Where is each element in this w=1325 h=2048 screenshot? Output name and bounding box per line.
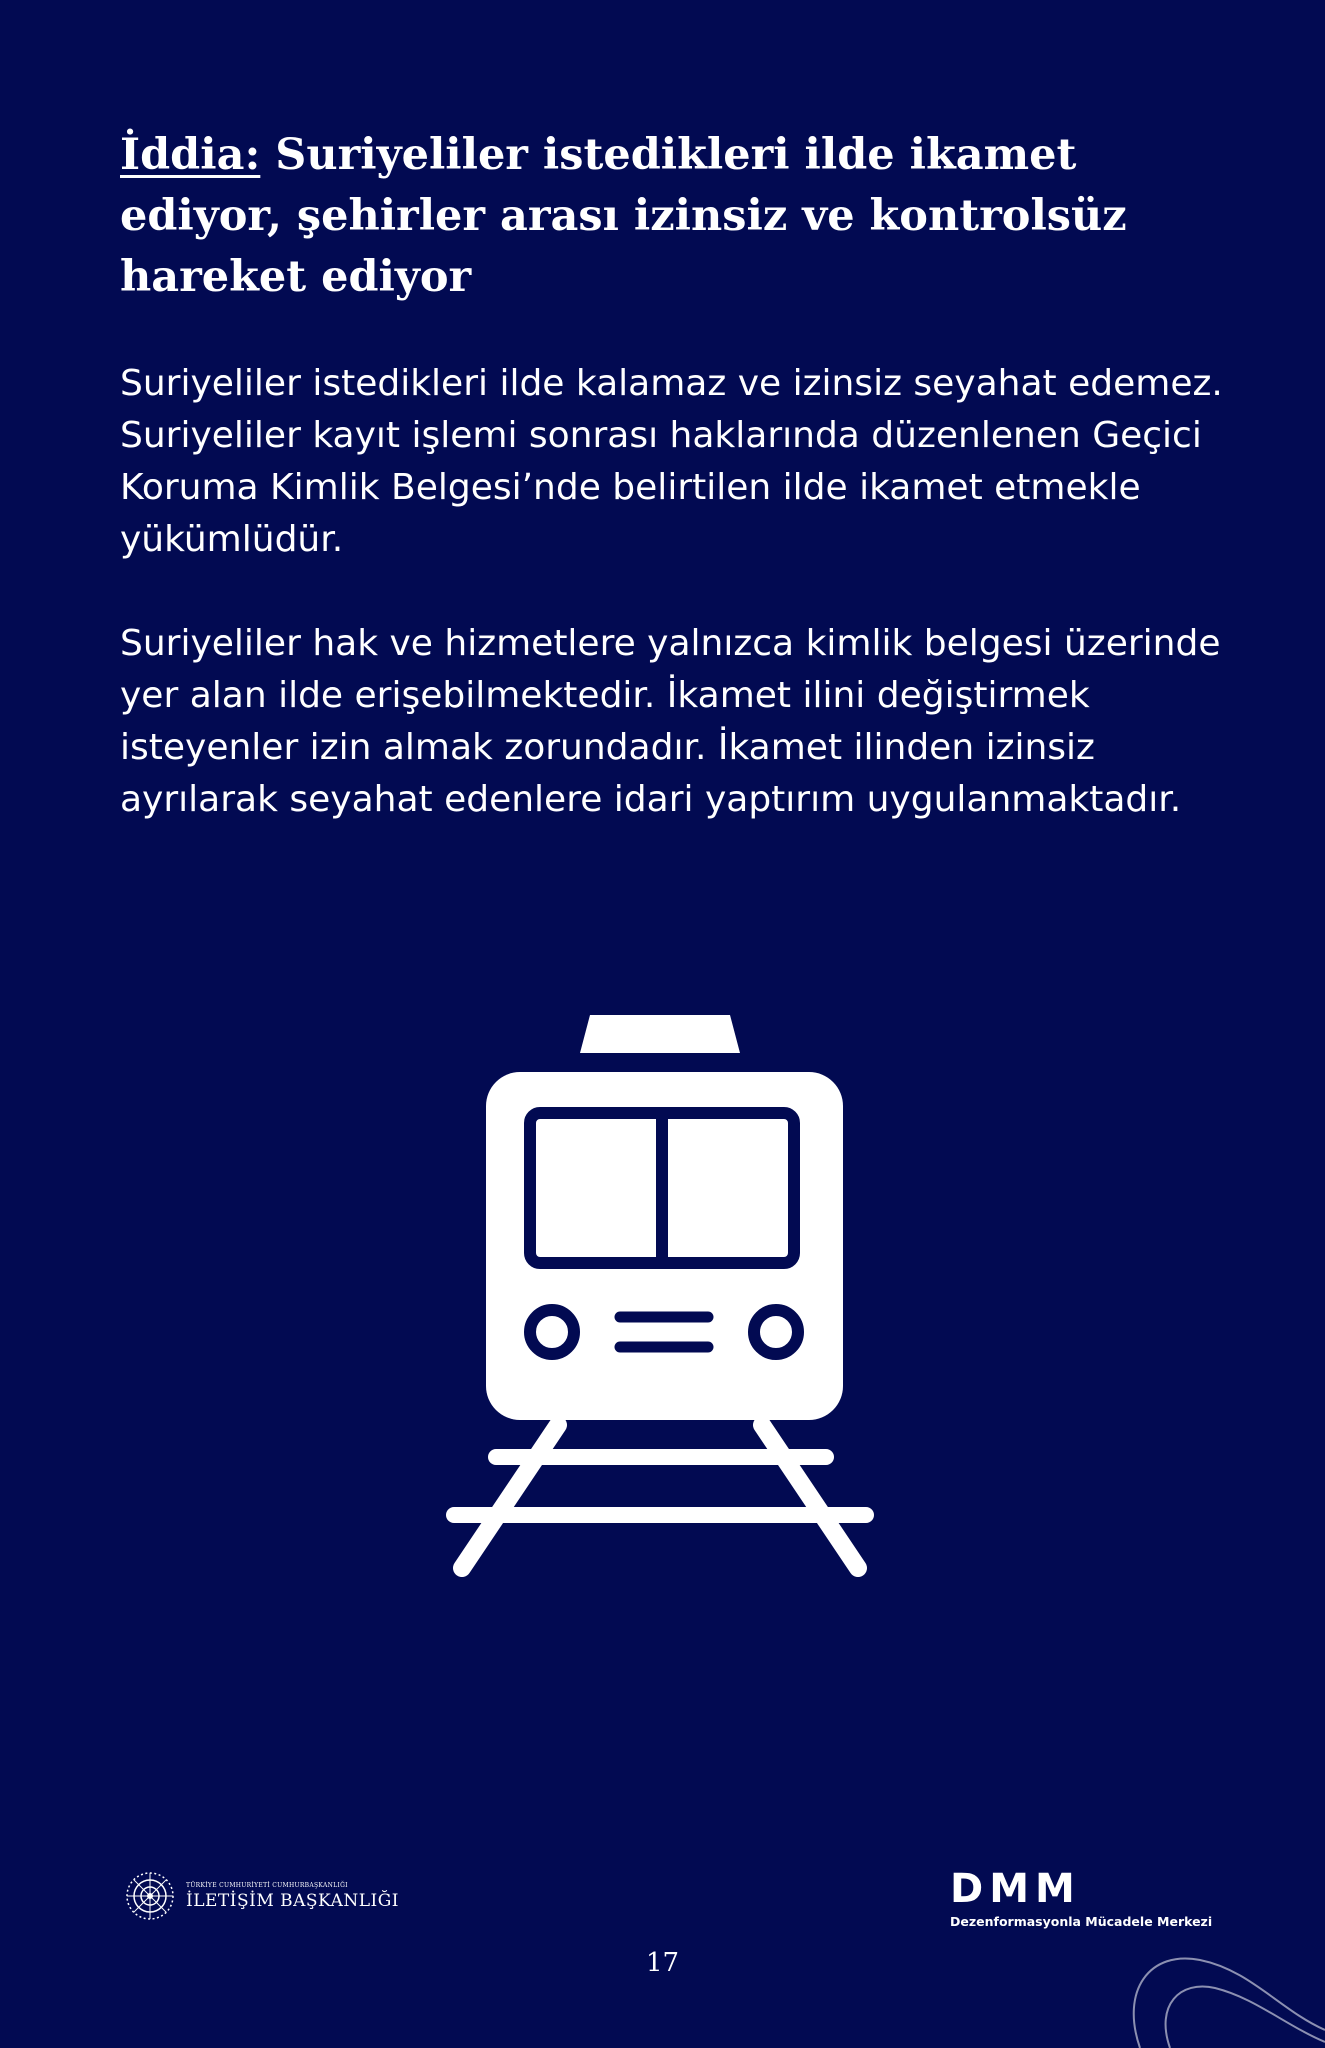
claim-label: İddia: xyxy=(120,130,261,180)
iletisim-logo-name: İLETİŞİM BAŞKANLIĞI xyxy=(186,1890,400,1911)
right-rail xyxy=(762,1425,858,1568)
iletisim-logo xyxy=(124,1870,399,1922)
corner-decoration xyxy=(1110,1930,1325,2048)
train-icon xyxy=(440,1015,880,1585)
dmm-logo-subtitle: Dezenformasyonla Mücadele Merkezi xyxy=(950,1914,1213,1929)
left-rail xyxy=(462,1425,558,1568)
paragraph-2: Suriyeliler hak ve hizmetlere yalnızca kimlik belgesi üzerinde yer alan ilde erişebilmektedir. İkamet ilini değiştirmek isteyenler izin almak zorundadır. İkamet ilinden izinsiz ayrılarak seyahat edenlere idari yaptırım uygulanmaktadır. xyxy=(120,623,1221,820)
page-number: 17 xyxy=(645,1948,680,1978)
dmm-logo xyxy=(950,1866,1213,1929)
train-roof xyxy=(580,1015,740,1053)
claim-text: Suriyeliler istedikleri ilde ikamet ediyor, şehirler arası izinsiz ve kontrolsüz hareket ediyor xyxy=(120,130,1127,302)
claim-heading xyxy=(120,125,1170,308)
emblem-icon xyxy=(124,1870,176,1922)
dmm-logo-mark: DMM xyxy=(950,1866,1081,1912)
iletisim-logo-small-text: TÜRKİYE CUMHURİYETİ CUMHURBAŞKANLIĞI xyxy=(186,1881,348,1889)
paragraph-1: Suriyeliler istedikleri ilde kalamaz ve izinsiz seyahat edemez. Suriyeliler kayıt işlemi sonrası haklarında düzenlenen Geçici Koruma Kimlik Belgesi’nde belirtilen ilde ikamet etmekle yükümlüdür. xyxy=(120,363,1223,560)
iletisim-logo-text xyxy=(186,1882,399,1911)
